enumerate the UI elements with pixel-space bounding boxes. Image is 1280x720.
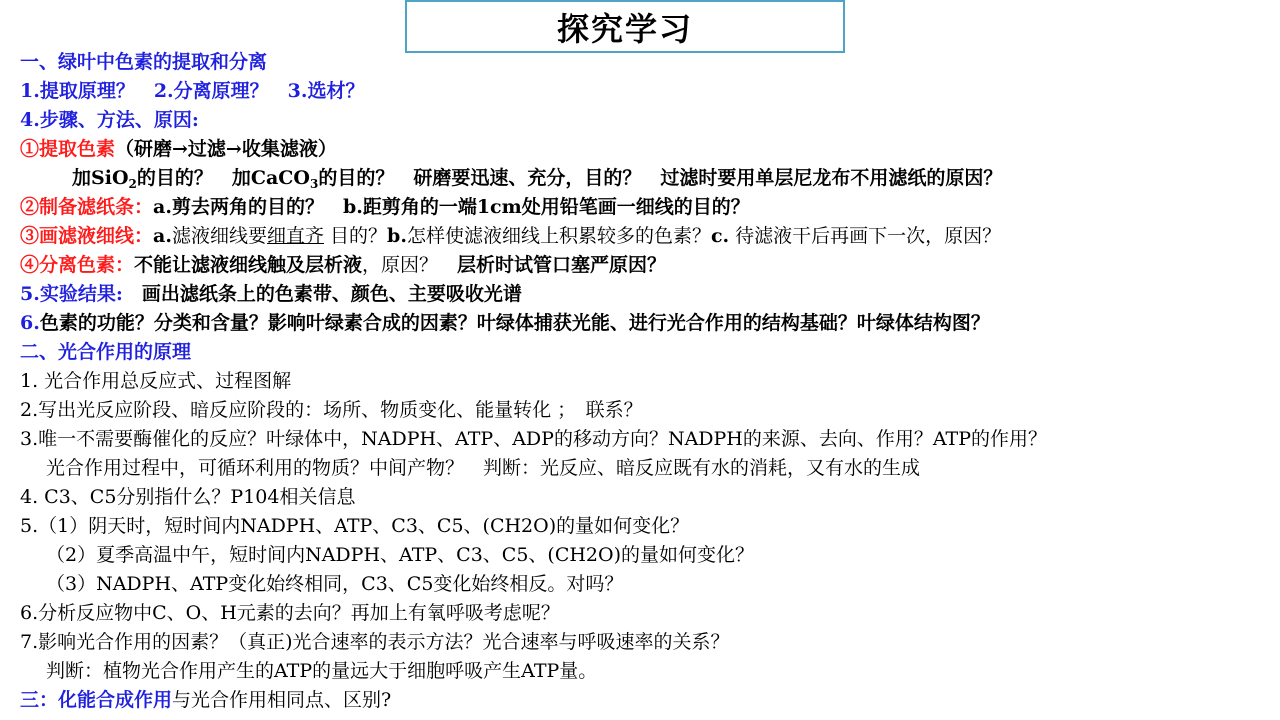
section2-line-1: 1. 光合作用总反应式、过程图解 bbox=[20, 370, 292, 392]
section1-line-questions bbox=[72, 164, 1002, 192]
step-draw-label: ③画滤液细线： bbox=[20, 225, 154, 247]
section1-line-results bbox=[20, 280, 522, 308]
section2-line-5c: （3）NADPH、ATP变化始终相同，C3、C5变化始终相反。对吗？ bbox=[46, 573, 624, 595]
section2-line-3b: 光合作用过程中，可循环利用的物质？中间产物？ 判断：光反应、暗反应既有水的消耗，又有水的生成 bbox=[46, 457, 921, 479]
grind-filter-text: 的目的？ 研磨要迅速、充分，目的？ 过滤时要用单层尼龙布不用滤纸的原因？ bbox=[318, 167, 1003, 189]
title-box bbox=[405, 0, 845, 53]
separate-b: ，原因？ bbox=[362, 254, 458, 276]
section2-line-5: 5.（1）阴天时，短时间内NADPH、ATP、C3、C5、(CH2O)的量如何变化？ bbox=[20, 515, 690, 537]
step-paper-detail: a.剪去两角的目的？ b.距剪角的一端1cm处用铅笔画一细线的目的？ bbox=[153, 196, 750, 218]
function-number: 6. bbox=[20, 312, 40, 334]
sio2-text: 加SiO bbox=[72, 167, 129, 189]
step-paper-label: ②制备滤纸条： bbox=[20, 196, 154, 218]
draw-underlined: 细直齐 bbox=[266, 225, 324, 247]
draw-b-text: 怎样使滤液细线上积累较多的色素？ bbox=[406, 225, 711, 247]
section2-line-7b: 判断：植物光合作用产生的ATP的量远大于细胞呼吸产生ATP量。 bbox=[46, 660, 598, 682]
separate-c: 层析时试管口塞严原因？ bbox=[457, 254, 667, 276]
section1-line-separate bbox=[20, 251, 666, 279]
sio2-subscript: 2 bbox=[128, 177, 137, 191]
section2-line-3: 3.唯一不需要酶催化的反应？叶绿体中，NADPH、ATP、ADP的移动方向？NADPH的来源、去向、作用？ATP的作用？ bbox=[20, 428, 1048, 450]
function-text: 色素的功能？分类和含量？影响叶绿素合成的因素？叶绿体捕获光能、进行光合作用的结构基础？叶绿体结构图？ bbox=[39, 312, 990, 334]
section3-tail: 与光合作用相同点、区别? bbox=[172, 689, 392, 711]
section1-line-steps: 4.步骤、方法、原因: bbox=[20, 109, 199, 131]
results-label: 5.实验结果: bbox=[20, 283, 123, 305]
results-text: 画出滤纸条上的色素带、颜色、主要吸收光谱 bbox=[122, 283, 522, 305]
caco3-subscript: 3 bbox=[309, 177, 319, 191]
section1-line-draw-line bbox=[20, 222, 1001, 250]
draw-c: c. bbox=[710, 225, 730, 247]
section1-heading: 一、绿叶中色素的提取和分离 bbox=[20, 51, 268, 73]
section3-heading: 三：化能合成作用 bbox=[20, 689, 173, 711]
separate-a: 不能让滤液细线触及层析液 bbox=[134, 254, 363, 276]
section2-line-7: 7.影响光合作用的因素？（真正)光合速率的表示方法？光合速率与呼吸速率的关系？ bbox=[20, 631, 730, 653]
page-title: 探究学习 bbox=[556, 9, 693, 48]
draw-b: b. bbox=[387, 225, 407, 247]
step-separate-label: ④分离色素： bbox=[20, 254, 135, 276]
step-extract-label: ①提取色素 bbox=[20, 138, 116, 160]
section2-heading: 二、光合作用的原理 bbox=[20, 341, 192, 363]
section2-line-4: 4. C3、C5分别指什么？P104相关信息 bbox=[20, 486, 356, 508]
draw-c-text: 待滤液干后再画下一次，原因？ bbox=[729, 225, 1002, 247]
caco3-text: 的目的？ 加CaCO bbox=[136, 167, 310, 189]
draw-a-purpose: 目的？ bbox=[323, 225, 388, 247]
section2-line-6: 6.分析反应物中C、O、H元素的去向？再加上有氧呼吸考虑呢？ bbox=[20, 602, 560, 624]
section1-line-paper-strip bbox=[20, 193, 750, 221]
section1-line-function bbox=[20, 309, 990, 337]
section2-line-2: 2.写出光反应阶段、暗反应阶段的：场所、物质变化、能量转化 ； 联系？ bbox=[20, 399, 643, 421]
section1-line-principles: 1.提取原理？ 2.分离原理？ 3.选材？ bbox=[20, 80, 365, 102]
draw-a: a. bbox=[153, 225, 172, 247]
section3-line bbox=[20, 686, 391, 714]
section2-line-5b: （2）夏季高温中午，短时间内NADPH、ATP、C3、C5、(CH2O)的量如何变化？ bbox=[46, 544, 755, 566]
section1-line-extract bbox=[20, 135, 337, 163]
draw-a-text: 滤液细线要 bbox=[171, 225, 267, 247]
step-extract-detail: （研磨→过滤→收集滤液） bbox=[115, 138, 337, 160]
